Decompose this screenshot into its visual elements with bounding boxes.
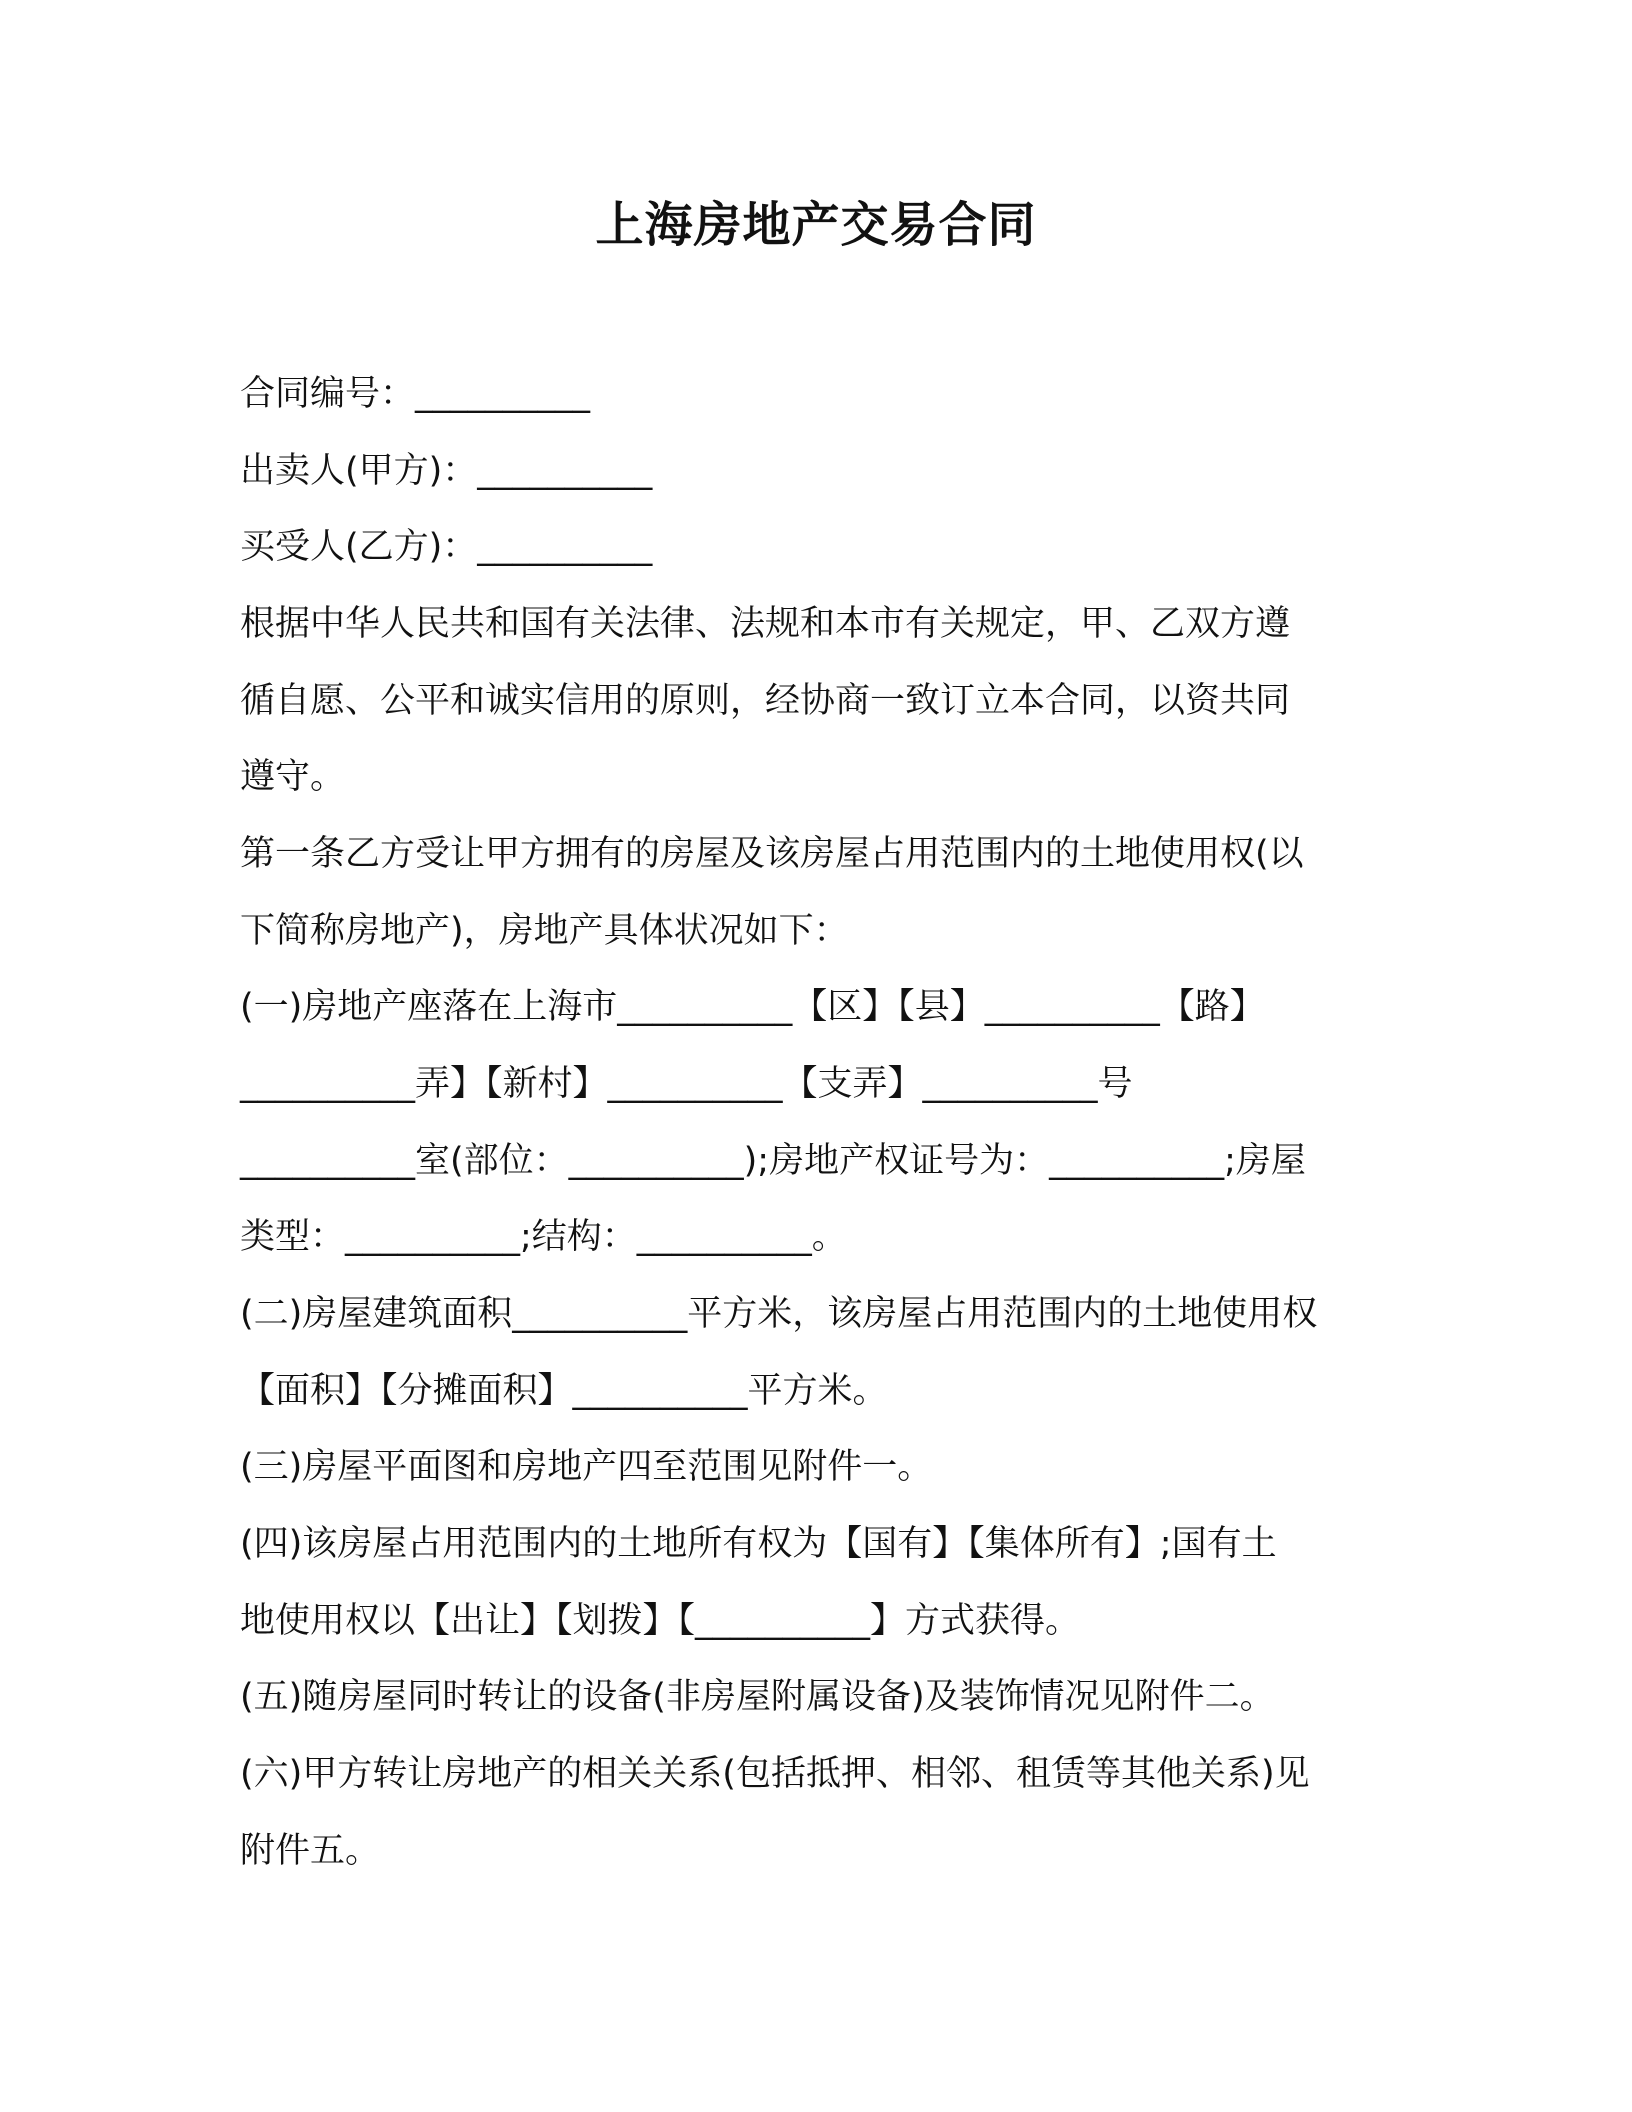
- contract-number-line: 合同编号：__________: [240, 374, 591, 414]
- item-3-line: (三)房屋平面图和房地产四至范围见附件一。: [240, 1447, 933, 1487]
- item-6-line-1: (六)甲方转让房地产的相关关系(包括抵押、相邻、租赁等其他关系)见: [240, 1754, 1310, 1794]
- item-6-line-2: 附件五。: [240, 1831, 381, 1871]
- item-1-line-1: (一)房地产座落在上海市__________【区】【县】__________【路】: [240, 987, 1265, 1027]
- preamble-line-1: 根据中华人民共和国有关法律、法规和本市有关规定，甲、乙双方遵: [240, 604, 1291, 644]
- item-1-line-3: __________室(部位：__________);房地产权证号为：__________;房屋: [240, 1141, 1306, 1181]
- article-1-line-2: 下简称房地产)，房地产具体状况如下：: [240, 911, 849, 951]
- seller-line: 出卖人(甲方)：__________: [240, 451, 653, 491]
- article-1-line-1: 第一条乙方受让甲方拥有的房屋及该房屋占用范围内的土地使用权(以: [240, 834, 1304, 874]
- item-4-line-1: (四)该房屋占用范围内的土地所有权为【国有】【集体所有】;国有土: [240, 1524, 1277, 1564]
- preamble-line-2: 循自愿、公平和诚实信用的原则，经协商一致订立本合同，以资共同: [240, 681, 1291, 721]
- item-4-line-2: 地使用权以【出让】【划拨】【__________】方式获得。: [240, 1601, 1081, 1641]
- document-title: 上海房地产交易合同: [595, 197, 1037, 253]
- item-5-line: (五)随房屋同时转让的设备(非房屋附属设备)及装饰情况见附件二。: [240, 1677, 1275, 1717]
- item-1-line-4: 类型：__________;结构：__________。: [240, 1217, 847, 1257]
- buyer-line: 买受人(乙方)：__________: [240, 527, 653, 567]
- item-2-line-1: (二)房屋建筑面积__________平方米，该房屋占用范围内的土地使用权: [240, 1294, 1318, 1334]
- item-2-line-2: 【面积】【分摊面积】__________平方米。: [240, 1371, 888, 1411]
- item-1-line-2: __________弄】【新村】__________【支弄】__________号: [240, 1064, 1133, 1104]
- preamble-line-3: 遵守。: [240, 757, 346, 797]
